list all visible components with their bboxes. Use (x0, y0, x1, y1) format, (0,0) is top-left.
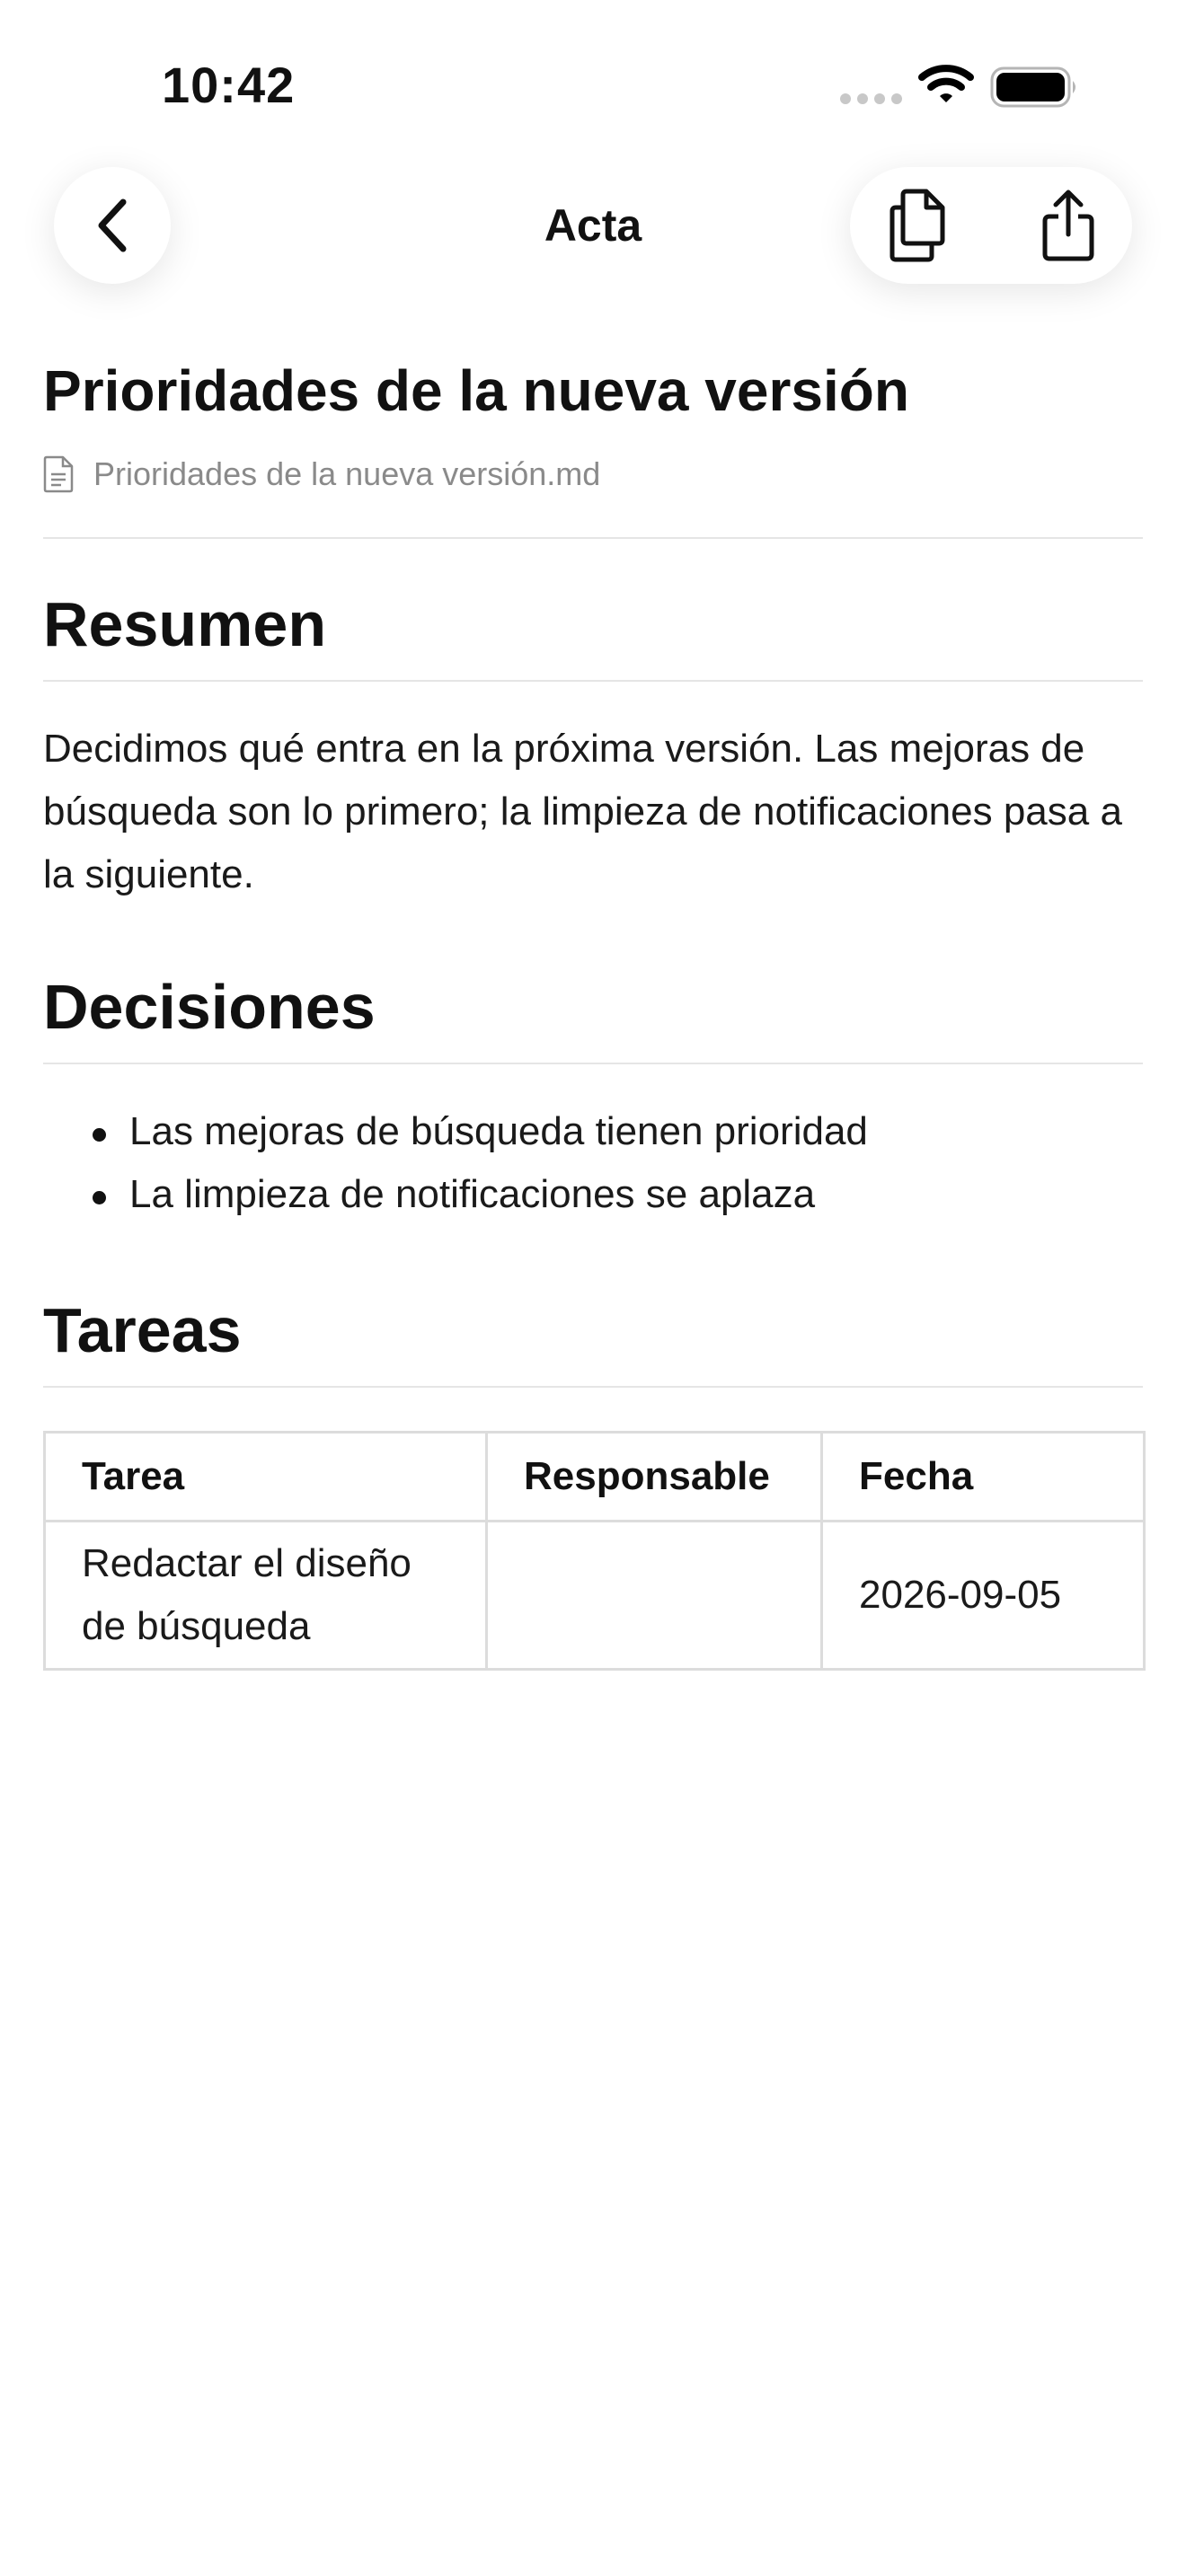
divider (43, 537, 1143, 539)
column-header-date: Fecha (822, 1433, 1145, 1522)
divider (43, 680, 1143, 682)
list-item: Las mejoras de búsqueda tienen prioridad (43, 1100, 1143, 1163)
divider (43, 1386, 1143, 1388)
battery-icon (990, 66, 1080, 108)
decisions-list (43, 1100, 1143, 1226)
decisions-heading: Decisiones (43, 972, 376, 1042)
document-title: Prioridades de la nueva versión (43, 358, 909, 423)
date-cell: 2026-09-05 (822, 1522, 1145, 1670)
share-button[interactable] (1030, 185, 1107, 266)
wifi-icon (918, 63, 974, 104)
summary-heading: Resumen (43, 589, 327, 659)
list-item: La limpieza de notificaciones se aplaza (43, 1163, 1143, 1226)
cellular-signal-icon (840, 93, 902, 104)
tasks-heading: Tareas (43, 1295, 242, 1365)
task-cell: Redactar el diseño de búsqueda (45, 1522, 487, 1670)
column-header-task: Tarea (45, 1433, 487, 1522)
back-button[interactable] (54, 167, 171, 284)
share-icon (1040, 188, 1096, 263)
file-name: Prioridades de la nueva versión.md (93, 455, 601, 492)
owner-cell (487, 1522, 822, 1670)
divider (43, 1063, 1143, 1064)
document-content (43, 350, 1143, 1671)
summary-text: Decidimos qué entra en la próxima versión. Las mejoras de búsqueda son lo primero; la limpieza de notificaciones pasa a la siguiente. (43, 727, 1122, 896)
chevron-left-icon (94, 197, 130, 254)
nav-title: Acta (544, 200, 642, 251)
status-time: 10:42 (162, 57, 296, 113)
column-header-owner: Responsable (487, 1433, 822, 1522)
copy-button[interactable] (881, 187, 958, 264)
status-bar (0, 0, 1186, 153)
nav-actions-group (850, 167, 1132, 284)
copy-icon (887, 188, 951, 263)
document-file-icon (43, 455, 74, 493)
file-row (43, 454, 1143, 494)
table-header-row (45, 1433, 1145, 1522)
table-row (45, 1522, 1145, 1670)
tasks-table (43, 1431, 1146, 1671)
